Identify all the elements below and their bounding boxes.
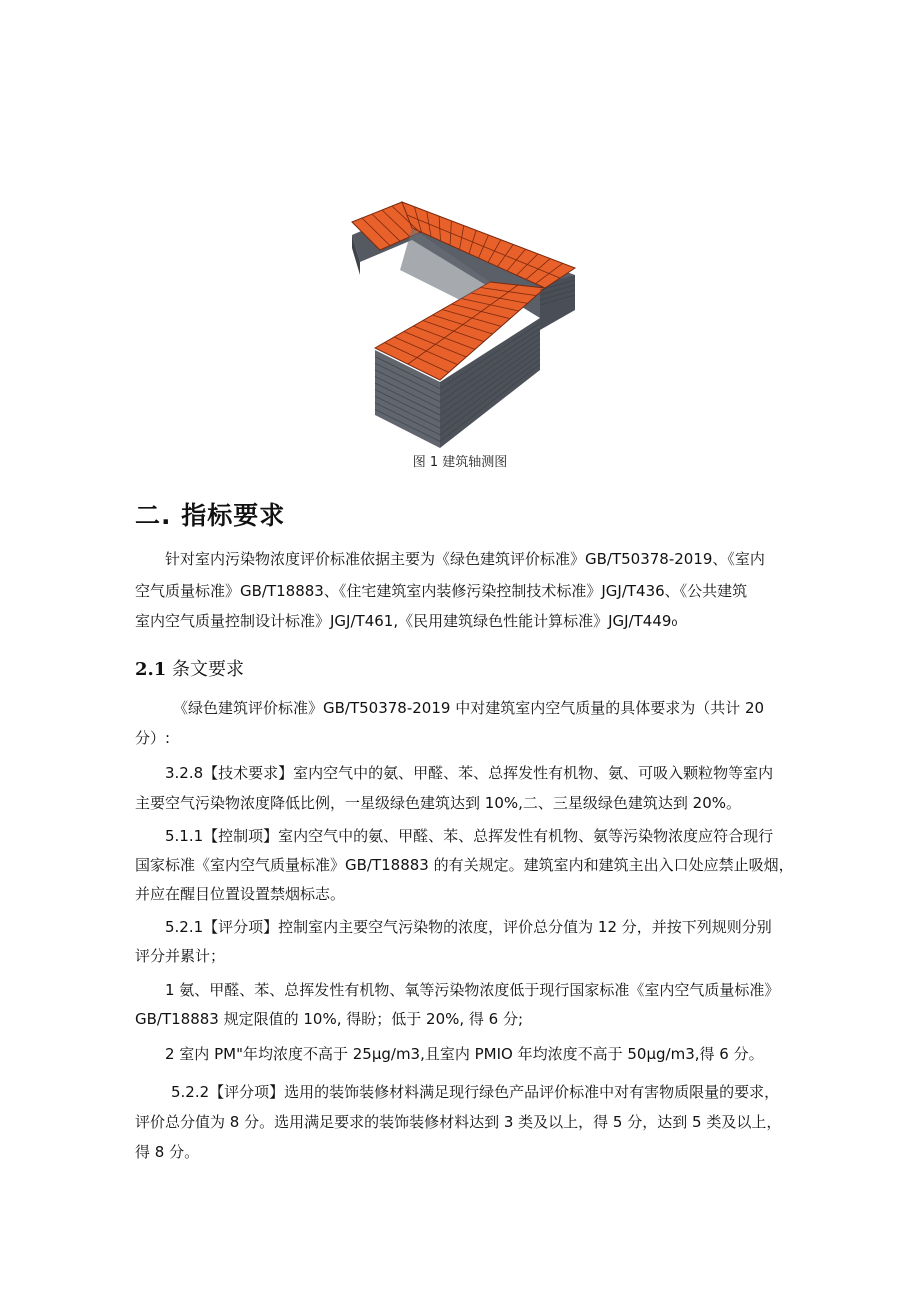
p2-line-2: 主要空气污染物浓度降低比例，一星级绿色建筑达到 10%,二、三星级绿色建筑达到 20%。	[135, 794, 741, 812]
p1-line-1: 《绿色建筑评价标准》GB/T50378-2019 中对建筑室内空气质量的具体要求为（共计 20	[173, 699, 765, 717]
building-axonometric-figure	[340, 200, 580, 450]
p7-line-1: 5.2.2【评分项】选用的装饰装修材料满足现行绿色产品评价标准中对有害物质限量的要求，	[171, 1083, 780, 1101]
building-axonometric-drawing	[340, 200, 580, 450]
intro-line-1: 针对室内污染物浓度评价标准依据主要为《绿色建筑评价标准》GB/T50378-2019、《室内	[165, 550, 765, 568]
p4-line-1: 5.2.1【评分项】控制室内主要空气污染物的浓度，评价总分值为 12 分，并按下列规则分别	[165, 918, 772, 936]
p3-line-2: 国家标准《室内空气质量标准》GB/T18883 的有关规定。建筑室内和建筑主出入口处应禁止吸烟，	[135, 856, 794, 874]
p5-line-1: 1 氨、甲醛、苯、总挥发性有机物、氧等污染物浓度低于现行国家标准《室内空气质量标准》	[165, 981, 780, 999]
subsection-number: 2.1	[135, 659, 167, 680]
subsection-title: 条文要求	[166, 659, 245, 680]
p3-line-3: 并应在醒目位置设置禁烟标志。	[135, 885, 346, 903]
figure-caption: 图 1 建筑轴测图	[412, 455, 508, 470]
intro-line-2: 空气质量标准》GB/T18883、《住宅建筑室内装修污染控制技术标准》JGJ/T436、《公共建筑	[135, 582, 748, 600]
p4-line-2: 评分并累计；	[135, 947, 226, 965]
p2-line-1: 3.2.8【技术要求】室内空气中的氨、甲醛、苯、总挥发性有机物、氨、可吸入颗粒物等室内	[165, 764, 774, 782]
p5-line-2: GB/T18883 规定限值的 10%, 得盼；低于 20%, 得 6 分;	[135, 1010, 524, 1028]
section-title: 二. 指标要求	[135, 501, 286, 530]
intro-line-3: 室内空气质量控制设计标准》JGJ/T461,《民用建筑绿色性能计算标准》JGJ/T449₀	[135, 612, 678, 630]
p7-line-2: 评价总分值为 8 分。选用满足要求的装饰装修材料达到 3 类及以上，得 5 分，达到 5 类及以上，	[135, 1113, 782, 1131]
p6-line-1: 2 室内 PM"年均浓度不高于 25μg∕m3,且室内 PMIO 年均浓度不高于 50μg∕m3,得 6 分。	[165, 1045, 764, 1063]
p3-line-1: 5.1.1【控制项】室内空气中的氨、甲醛、苯、总挥发性有机物、氨等污染物浓度应符合现行	[165, 827, 774, 845]
p7-line-3: 得 8 分。	[135, 1143, 200, 1161]
subsection-heading	[135, 655, 244, 681]
p1-line-2: 分）:	[135, 729, 171, 747]
